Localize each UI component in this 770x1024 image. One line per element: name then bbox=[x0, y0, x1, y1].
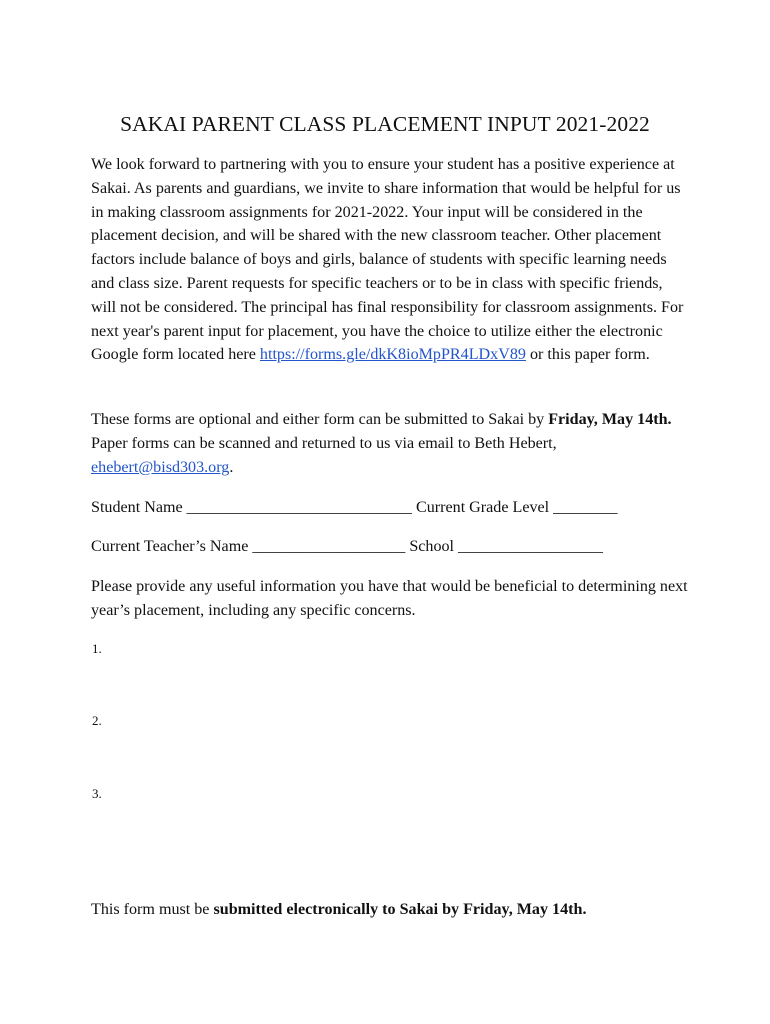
list-number-3: 3. bbox=[92, 786, 102, 801]
list-number-2: 2. bbox=[92, 713, 102, 728]
footer-text: This form must be bbox=[91, 901, 214, 918]
footer-note bbox=[91, 898, 586, 922]
intro-paragraph bbox=[91, 153, 691, 367]
grade-level-field[interactable]: Current Grade Level ________ bbox=[416, 499, 618, 516]
intro-text-end: or this paper form. bbox=[525, 346, 650, 364]
google-form-link[interactable]: https://forms.gle/dkK8ioMpPR4LDxV89 bbox=[259, 346, 526, 364]
teacher-name-field[interactable]: Current Teacher’s Name ___________________ bbox=[91, 538, 406, 555]
submission-text: These forms are optional and either form can be submitted to Sakai by bbox=[91, 411, 549, 428]
student-row bbox=[91, 496, 618, 520]
teacher-row bbox=[91, 535, 603, 559]
submission-email-text: Paper forms can be scanned and returned to us via email to Beth Hebert, bbox=[91, 434, 557, 452]
list-number-1: 1. bbox=[92, 641, 102, 656]
intro-text: We look forward to partnering with you to ensure your student has a positive experience at Sakai. As parents and guardians, we invite to share information that would be helpful for us in making classroom assignments for 2021-2022. Your input will be considered in the placement decision, and will be shared with the new classroom teacher. Other placement factors include balance of boys and girls, balance of students with specific learning needs and class size. Parent requests for specific teachers or to be in class with specific friends, will not be considered. The principal has final responsibility for classroom assignments. For next year's parent input for placement, you have the choice to utilize either the electronic Google form located here bbox=[91, 156, 684, 364]
email-link[interactable]: ehebert@bisd303.org bbox=[91, 458, 230, 476]
student-name-field[interactable]: Student Name ____________________________ bbox=[91, 499, 412, 516]
school-field[interactable]: School __________________ bbox=[409, 538, 603, 555]
submission-paragraph bbox=[91, 408, 691, 479]
info-prompt: Please provide any useful information you have that would be beneficial to determining next year’s placement, including any specific concerns. bbox=[91, 578, 688, 619]
deadline-text: Friday, May 14th. bbox=[548, 411, 672, 428]
submission-text-end: . bbox=[229, 458, 234, 476]
page-title: SAKAI PARENT CLASS PLACEMENT INPUT 2021-2022 bbox=[120, 112, 650, 136]
footer-deadline: submitted electronically to Sakai by Friday, May 14th. bbox=[213, 901, 587, 918]
